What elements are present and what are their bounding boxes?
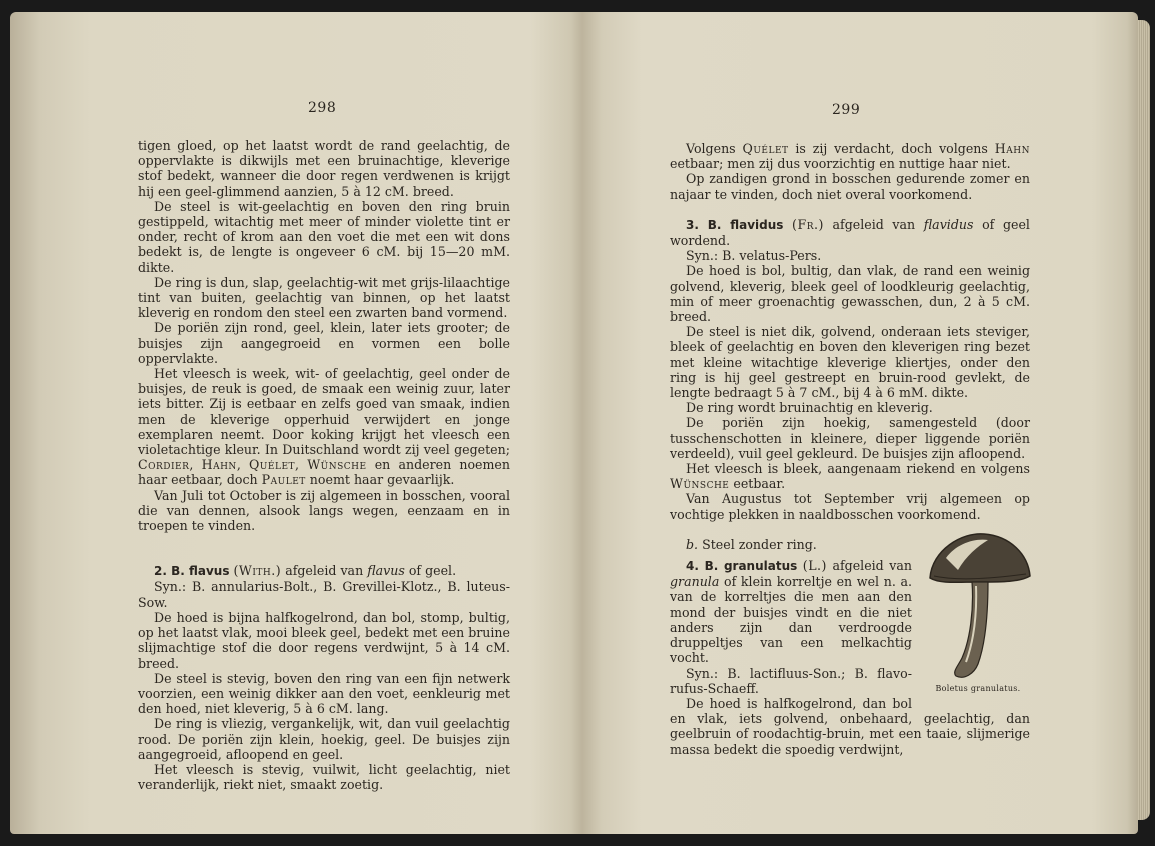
species-heading: 4. B. granulatus (L.) afgeleid van granula of klein korreltje en wel n. a. van de korreltjes die men aan den mond der buisjes vindt en die niet anders zijn dan verdroogde druppeltjes van een melkachtig vocht. xyxy=(670,558,912,666)
author-name: Cordier xyxy=(138,457,190,473)
author-name: Wünsche xyxy=(307,457,367,473)
paragraph: De poriën zijn hoekig, samengesteld (door tusschenschotten in kleinere, dieper liggende poriën verdeeld), vuil geel gekleurd. De buisjes zijn afloopend. xyxy=(670,415,1030,461)
synonyms: Syn.: B. velatus-Pers. xyxy=(686,248,822,264)
left-page xyxy=(10,12,582,834)
paragraph: Volgens Quélet is zij verdacht, doch volgens Hahn eetbaar; men zij dus voorzichtig en nuttige haar niet. xyxy=(670,141,1030,172)
paragraph: tigen gloed, op het laatst wordt de rand geelachtig, de oppervlakte is dikwijls met een bruinachtige, kleverige stof bedekt, wanneer die door regen verdwenen is krijgt hij een geel-glimmend aanzien, 5 à 12 cM. breed. xyxy=(138,138,510,199)
synonyms: Syn.: B. annularius-Bolt., B. Grevillei-Klotz., B. luteus-Sow. xyxy=(138,579,510,610)
paragraph: De hoed is bijna halfkogelrond, dan bol, stomp, bultig, op het laatst vlak, mooi bleek geel, bedekt met een bruine slijmachtige stof die door regens verdwijnt, 5 à 14 cM. breed. xyxy=(138,609,510,671)
page-number-right: 299 xyxy=(832,102,861,118)
paragraph: Het vleesch is week, wit- of geelachtig, geel onder de buisjes, de reuk is goed, de smaak een weinig zuur, later iets bitter. Zij is eetbaar en zelfs goed van smaak, indien men de kleverige opperhuid verwijdert en jonge exemplaren neemt. Door koking krijgt het vleesch een violetachtige kleur. In Duitschland wordt zij veel gegeten; Cordier, Hahn, Quélet, Wünsche en anderen noemen haar eetbaar, doch Paulet noemt haar gevaarlijk. xyxy=(138,366,510,488)
paragraph: De steel is niet dik, golvend, onderaan iets steviger, bleek of geelachtig en boven den kleverigen ring bezet met kleine witachtige kleverige kliertjes, onder den ring is hij geel gestreept en bruin-rood gevlekt, de lengte bedraagt 5 à 7 cM., bij 4 à 6 mM. dikte. xyxy=(670,324,1030,401)
paragraph: De hoed is halfkogelrond, dan bol en vlak, iets golvend, onbehaard, geelachtig, dan geelbruin of roodachtig-bruin, met een taaie, slijmerige massa bedekt die spoedig verdwijnt, xyxy=(670,695,1030,757)
paragraph: Het vleesch is stevig, vuilwit, licht geelachtig, niet veranderlijk, riekt niet, smaakt zoetig. xyxy=(138,761,510,793)
mushroom-figure xyxy=(922,530,1034,693)
page-edges xyxy=(1138,20,1150,820)
figure-caption: Boletus granulatus. xyxy=(935,684,1021,693)
paragraph: Het vleesch is bleek, aangenaam riekend en volgens Wünsche eetbaar. xyxy=(670,461,1030,492)
paragraph: De poriën zijn rond, geel, klein, later iets grooter; de buisjes zijn aangegroeid en vormen een bolle oppervlakte. xyxy=(138,320,510,366)
author-name: Hahn xyxy=(201,457,237,473)
species-heading: 3. B. flavidus (Fr.) afgeleid van flavidus of geel wordend. xyxy=(670,216,1030,249)
left-body xyxy=(138,138,510,792)
author-name: Paulet xyxy=(261,472,306,488)
mushroom-illustration-icon xyxy=(922,530,1034,680)
paragraph: Van Juli tot October is zij algemeen in bosschen, vooral die van dennen, alsook langs wegen, eenzaam en in troepen te vinden. xyxy=(138,487,510,534)
section-label: b. Steel zonder ring. xyxy=(686,536,817,552)
paragraph: De ring is dun, slap, geelachtig-wit met grijs-lilaachtige tint van buiten, geelachtig van binnen, op het laatst kleverig en rondom den steel een zwarten band vormend. xyxy=(138,274,510,321)
synonyms: Syn.: B. lactifluus-Son.; B. flavo-rufus-Schaeff. xyxy=(670,665,912,696)
paragraph: Van Augustus tot September vrij algemeen op vochtige plekken in naaldbosschen voorkomend. xyxy=(670,491,1030,522)
paragraph: De ring is vliezig, vergankelijk, wit, dan vuil geelachtig rood. De poriën zijn klein, hoekig, geel. De buisjes zijn aangegroeid, afloopend en geel. xyxy=(138,716,510,762)
paragraph: De steel is wit-geelachtig en boven den ring bruin gestippeld, witachtig met meer of minder violette tint er onder, recht of krom aan den voet die met een wit dons bedekt is, de lengte is ongeveer 6 cM. bij 15—20 mM. dikte. xyxy=(138,198,510,275)
paragraph: Op zandigen grond in bosschen gedurende zomer en najaar te vinden, doch niet overal voorkomend. xyxy=(670,171,1030,202)
right-page xyxy=(582,12,1138,834)
author-name: Quélet xyxy=(248,457,296,473)
paragraph: De hoed is bol, bultig, dan vlak, de rand een weinig golvend, kleverig, bleek geel of loodkleurig geelachtig, min of meer groenachtig gewasschen, dun, 2 à 5 cM. breed. xyxy=(670,263,1030,325)
species-heading: 2. B. flavus (With.) afgeleid van flavus of geel. xyxy=(154,563,457,579)
paragraph: De steel is stevig, boven den ring van een fijn netwerk voorzien, een weinig dikker aan den voet, eenkleurig met den hoed, niet kleverig, 5 à 6 cM. lang. xyxy=(138,670,510,717)
page-number-left: 298 xyxy=(308,100,337,116)
paragraph: De ring wordt bruinachtig en kleverig. xyxy=(686,400,933,416)
